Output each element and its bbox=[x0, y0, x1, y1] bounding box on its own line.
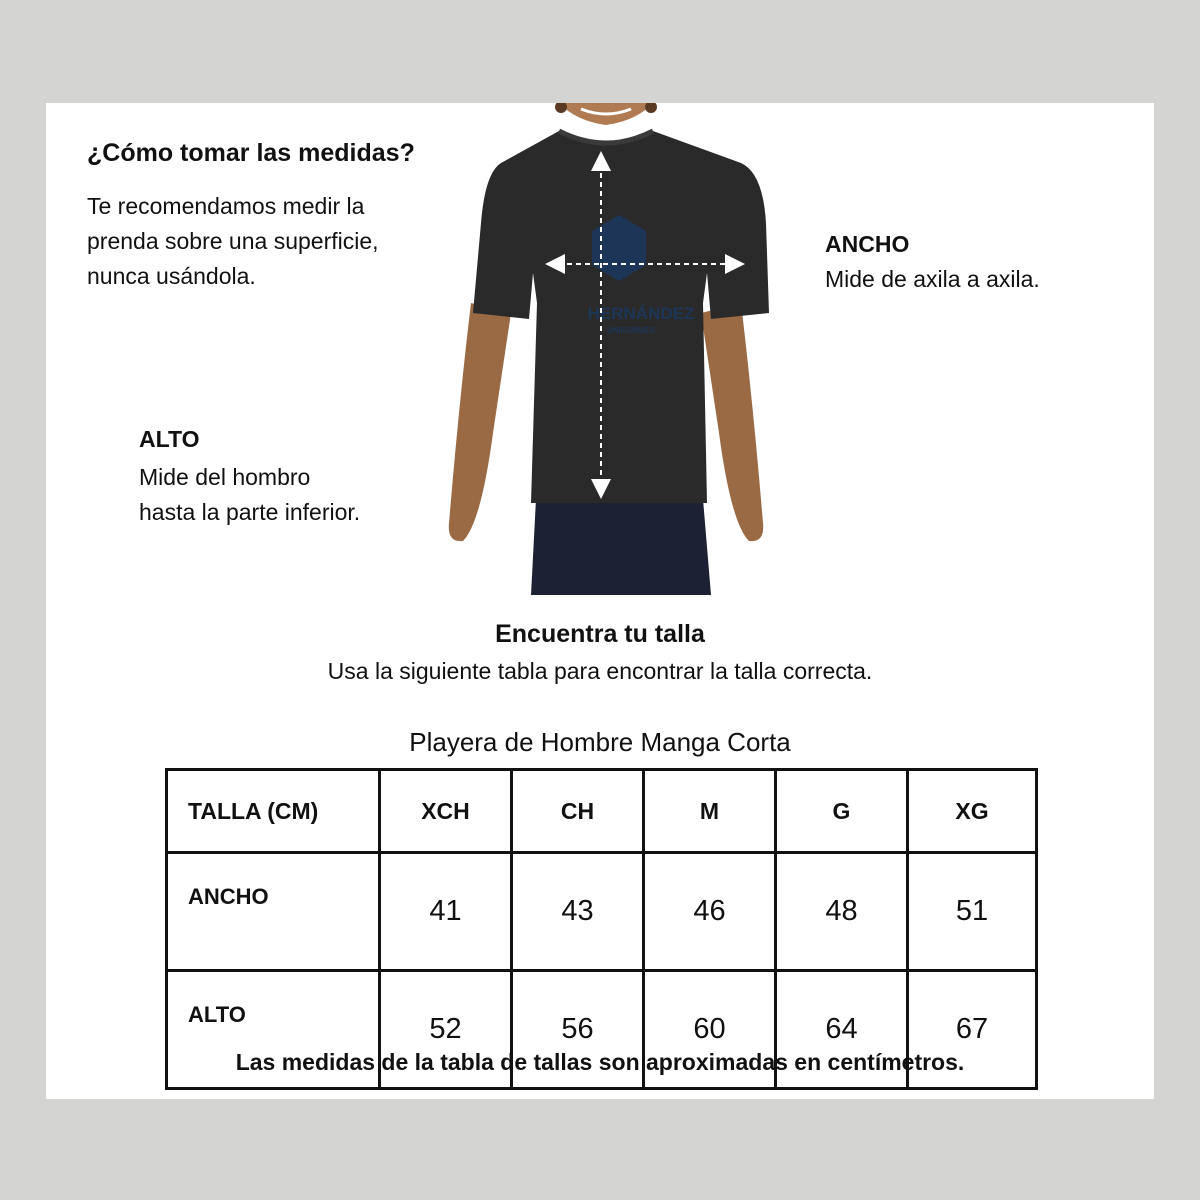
table-row bbox=[167, 853, 1037, 971]
how-to-measure-line: Te recomendamos medir la bbox=[87, 193, 365, 219]
table-cell: 46 bbox=[644, 853, 776, 971]
table-cell: 60 bbox=[644, 971, 776, 1089]
table-caption: Playera de Hombre Manga Corta bbox=[409, 727, 791, 757]
child-head bbox=[555, 103, 657, 125]
height-heading: ALTO bbox=[139, 426, 200, 452]
find-size-text: Usa la siguiente tabla para encontrar la talla correcta. bbox=[327, 658, 873, 684]
width-instruction: Mide de axila a axila. bbox=[825, 266, 1040, 292]
table-header-row bbox=[167, 770, 1037, 853]
table-cell: 48 bbox=[776, 853, 908, 971]
table-cell: 67 bbox=[908, 971, 1037, 1089]
table-row-label: ALTO bbox=[167, 971, 380, 1089]
logo-subtext: UNIFORMES bbox=[607, 326, 655, 335]
width-heading: ANCHO bbox=[825, 231, 910, 257]
how-to-measure-line: prenda sobre una superficie, bbox=[87, 228, 379, 254]
table-cell: 43 bbox=[512, 853, 644, 971]
table-row-label: ANCHO bbox=[167, 853, 380, 971]
height-instruction bbox=[139, 460, 429, 530]
height-instruction-line: hasta la parte inferior. bbox=[139, 499, 361, 525]
table-header-cell: TALLA (CM) bbox=[167, 770, 380, 853]
table-cell: 51 bbox=[908, 853, 1037, 971]
size-guide-card bbox=[46, 103, 1154, 1099]
table-header-cell: CH bbox=[512, 770, 644, 853]
table-cell: 41 bbox=[380, 853, 512, 971]
find-size-heading: Encuentra tu talla bbox=[495, 620, 705, 648]
table-header-cell: G bbox=[776, 770, 908, 853]
table-header-cell: XG bbox=[908, 770, 1037, 853]
how-to-measure-text bbox=[87, 189, 427, 294]
table-cell: 56 bbox=[512, 971, 644, 1089]
table-cell: 52 bbox=[380, 971, 512, 1089]
table-header-cell: XCH bbox=[380, 770, 512, 853]
size-table bbox=[165, 768, 1038, 1090]
height-instruction-line: Mide del hombro bbox=[139, 464, 311, 490]
table-footnote: Las medidas de la tabla de tallas son aproximadas en centímetros. bbox=[235, 1049, 965, 1075]
tshirt-illustration bbox=[441, 103, 771, 595]
how-to-measure-line: nunca usándola. bbox=[87, 263, 256, 289]
child-pants bbox=[531, 499, 711, 595]
table-cell: 64 bbox=[776, 971, 908, 1089]
how-to-measure-heading: ¿Cómo tomar las medidas? bbox=[87, 139, 415, 167]
logo-text: HERNÁNDEZ bbox=[587, 304, 695, 323]
table-header-cell: M bbox=[644, 770, 776, 853]
